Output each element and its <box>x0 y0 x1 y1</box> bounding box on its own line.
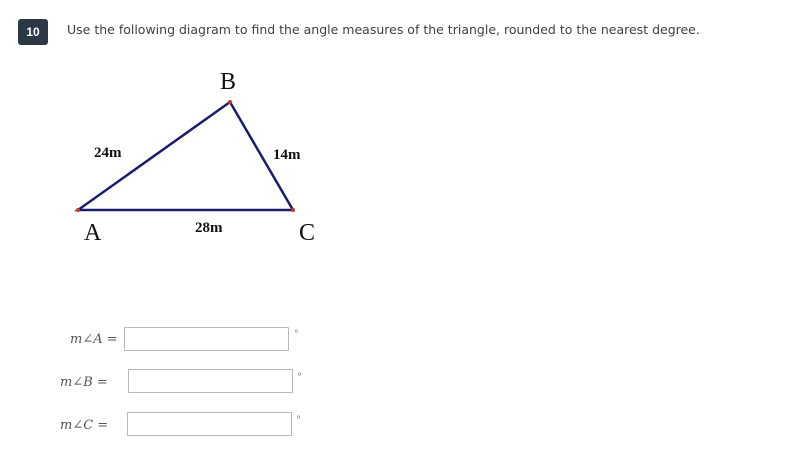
question-number-badge: 10 <box>18 19 48 45</box>
vertex-c-dot <box>291 208 295 212</box>
angle-c-degree-symbol: ° <box>296 415 301 426</box>
angle-a-label: m∠A = <box>70 332 118 347</box>
vertex-b-label: B <box>220 69 237 95</box>
angle-b-input[interactable] <box>128 369 293 393</box>
angle-a-degree-symbol: ° <box>294 329 299 340</box>
angle-a-input[interactable] <box>124 327 289 351</box>
side-ac-label: 28m <box>195 220 223 236</box>
angle-b-label: m∠B = <box>60 375 108 390</box>
vertex-c-label: C <box>299 220 316 246</box>
vertex-b-dot <box>228 100 232 104</box>
angle-b-degree-symbol: ° <box>297 372 302 383</box>
side-ab-label: 24m <box>94 145 122 161</box>
angle-c-input[interactable] <box>127 412 292 436</box>
vertex-a-label: A <box>84 220 102 246</box>
question-prompt: Use the following diagram to find the angle measures of the triangle, rounded to the nearest degree. <box>67 22 700 37</box>
angle-c-label: m∠C = <box>60 418 109 433</box>
side-bc-label: 14m <box>273 147 301 163</box>
vertex-a-dot <box>76 208 80 212</box>
